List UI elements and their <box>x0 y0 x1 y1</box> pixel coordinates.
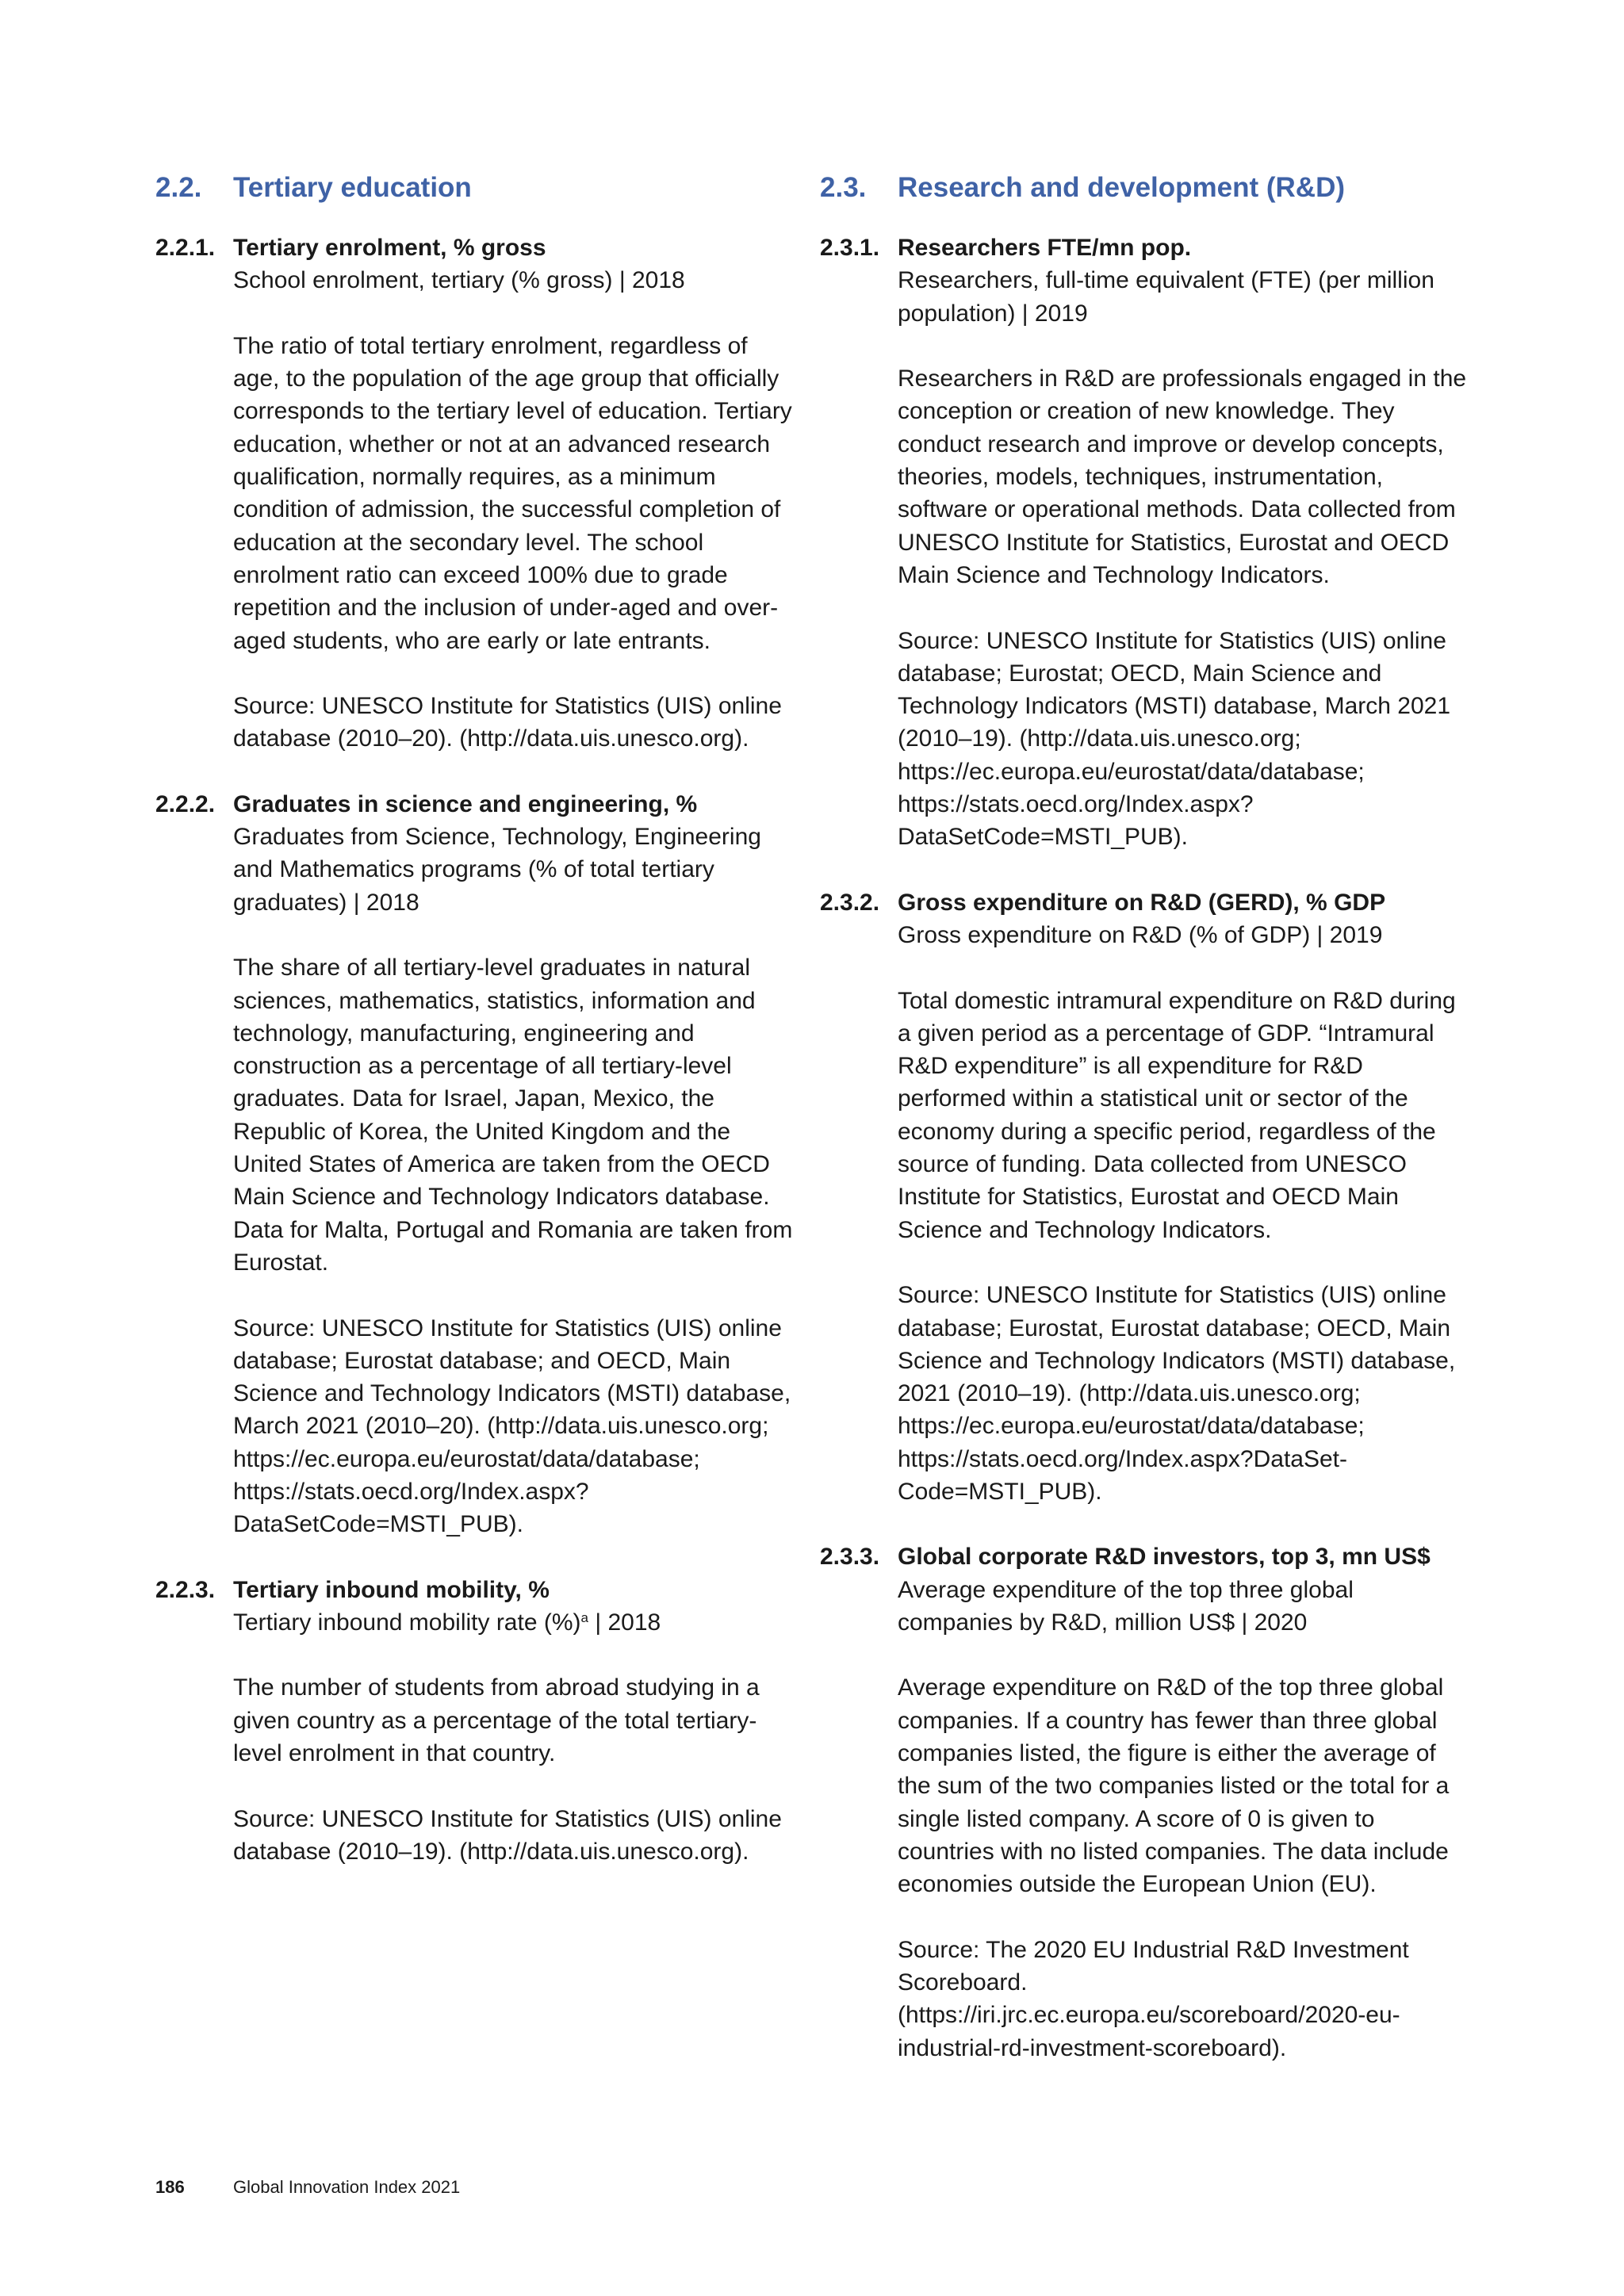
indicator-number: 2.3.3. <box>820 1544 880 1571</box>
indicator-source: Source: UNESCO Institute for Statistics (UIS) online database; Eurostat database; and OECD, Main Science and Technology Indicators (MSTI) database, March 2021 (2010–20). (http://data.uis.unesco.org; https://ec.europa.eu/eurostat/data/database; https://stats.oecd.org/Index.aspx?DataSetCode=MSTI_PUB). <box>233 1314 791 1538</box>
section-number: 2.2. <box>155 172 202 203</box>
section-heading <box>820 168 1470 208</box>
footnote-marker: a <box>580 1609 588 1625</box>
indicator-title: Graduates in science and engineering, % <box>233 790 698 817</box>
indicator-description: The number of students from abroad studying in a given country as a percentage of the total tertiary-level enrolment in that country. <box>233 1674 760 1767</box>
indicator-number: 2.3.1. <box>820 235 880 261</box>
section-title: Research and development (R&D) <box>898 172 1346 203</box>
indicator-subtitle: Researchers, full-time equivalent (FTE) (per million population) | 2019 <box>898 267 1434 327</box>
indicator <box>820 232 1470 854</box>
indicator-source: Source: UNESCO Institute for Statistics (UIS) online database; Eurostat; OECD, Main Science and Technology Indicators (MSTI) database, March 2021 (2010–19). (http://data.uis.unesco.org; https://ec.europa.eu/eurostat/data/database; https://stats.oecd.org/Index.aspx?DataSetCode=MSTI_PUB). <box>898 627 1451 851</box>
indicator <box>820 1540 1470 2064</box>
indicator-description: The share of all tertiary-level graduates in natural sciences, mathematics, statistics, information and technology, manufacturing, engineering and construction as a percentage of all tertiary-level graduates. Data for Israel, Japan, Mexico, the Republic of Korea, the United Kingdom and the United States of America are taken from the OECD Main Science and Technology Indicators database. Data for Malta, Portugal and Romania are taken from Eurostat. <box>233 955 793 1276</box>
indicator-subtitle: School enrolment, tertiary (% gross) | 2018 <box>233 267 685 294</box>
indicator-source: Source: UNESCO Institute for Statistics (UIS) online database (2010–20). (http://data.uis.unesco.org). <box>233 693 782 752</box>
indicator-description: The ratio of total tertiary enrolment, regardless of age, to the population of the age group that officially corresponds to the tertiary level of education. Tertiary education, whether or not at an advanced research qualification, normally requires, as a minimum condition of admission, the successful completion of education at the secondary level. The school enrolment ratio can exceed 100% due to grade repetition and the inclusion of under-aged and over-aged students, who are early or late entrants. <box>233 332 792 654</box>
indicator <box>155 1574 798 1869</box>
indicator-title: Tertiary inbound mobility, % <box>233 1576 550 1603</box>
indicator-title: Researchers FTE/mn pop. <box>898 235 1192 261</box>
right-column <box>820 168 1470 2097</box>
indicator-title: Global corporate R&D investors, top 3, mn US$ <box>898 1544 1431 1571</box>
page-number: 186 <box>155 2177 185 2197</box>
page-footer <box>155 2177 460 2198</box>
indicator-description: Average expenditure on R&D of the top three global companies. If a country has fewer than three global companies listed, the figure is either the average of the sum of the two companies listed or the total for a single listed company. A score of 0 is given to countries with no listed companies. The data include economies outside the European Union (EU). <box>898 1674 1450 1898</box>
indicator-subtitle: Tertiary inbound mobility rate (%)$^a$ | 2018 <box>233 1609 661 1636</box>
indicator <box>155 788 798 1541</box>
indicator-subtitle: Gross expenditure on R&D (% of GDP) | 2019 <box>898 921 1383 948</box>
indicator-source: Source: The 2020 EU Industrial R&D Investment Scoreboard. (https://iri.jrc.ec.europa.eu/scoreboard/2020-eu-industrial-rd-investment-scoreboard). <box>898 1936 1409 2061</box>
indicator-source: Source: UNESCO Institute for Statistics (UIS) online database; Eurostat, Eurostat database; OECD, Main Science and Technology Indicators (MSTI) database, 2021 (2010–19). (http://data.uis.unesco.org; https://ec.europa.eu/eurostat/data/database; https://stats.oecd.org/Index.aspx?DataSet-Code=MSTI_PUB). <box>898 1282 1456 1505</box>
indicator-description: Researchers in R&D are professionals engaged in the conception or creation of new knowledge. They conduct research and improve or develop concepts, theories, models, techniques, instrumentation, software or operational methods. Data collected from UNESCO Institute for Statistics, Eurostat and OECD Main Science and Technology Indicators. <box>898 365 1467 588</box>
indicator-subtitle: Graduates from Science, Technology, Engineering and Mathematics programs (% of total tertiary graduates) | 2018 <box>233 824 761 916</box>
indicator-title: Gross expenditure on R&D (GERD), % GDP <box>898 889 1386 916</box>
indicator-number: 2.3.2. <box>820 889 880 916</box>
indicator-number: 2.2.2. <box>155 790 216 817</box>
indicator <box>820 886 1470 1509</box>
section-title: Tertiary education <box>233 172 472 203</box>
indicator-source: Source: UNESCO Institute for Statistics (UIS) online database (2010–19). (http://data.uis.unesco.org). <box>233 1805 782 1865</box>
indicator-description: Total domestic intramural expenditure on R&D during a given period as a percentage of GDP. “Intramural R&D expenditure” is all expenditure for R&D performed within a statistical unit or sector of the economy during a specific period, regardless of the source of funding. Data collected from UNESCO Institute for Statistics, Eurostat and OECD Main Science and Technology Indicators. <box>898 987 1456 1243</box>
indicator-number: 2.2.1. <box>155 235 216 261</box>
publication-title: Global Innovation Index 2021 <box>233 2177 461 2197</box>
indicator-number: 2.2.3. <box>155 1576 216 1603</box>
indicator-subtitle: Average expenditure of the top three global companies by R&D, million US$ | 2020 <box>898 1576 1354 1636</box>
left-column <box>155 168 798 1900</box>
indicator-title: Tertiary enrolment, % gross <box>233 235 546 261</box>
section-heading <box>155 168 798 208</box>
section-number: 2.3. <box>820 172 867 203</box>
indicator <box>155 232 798 756</box>
